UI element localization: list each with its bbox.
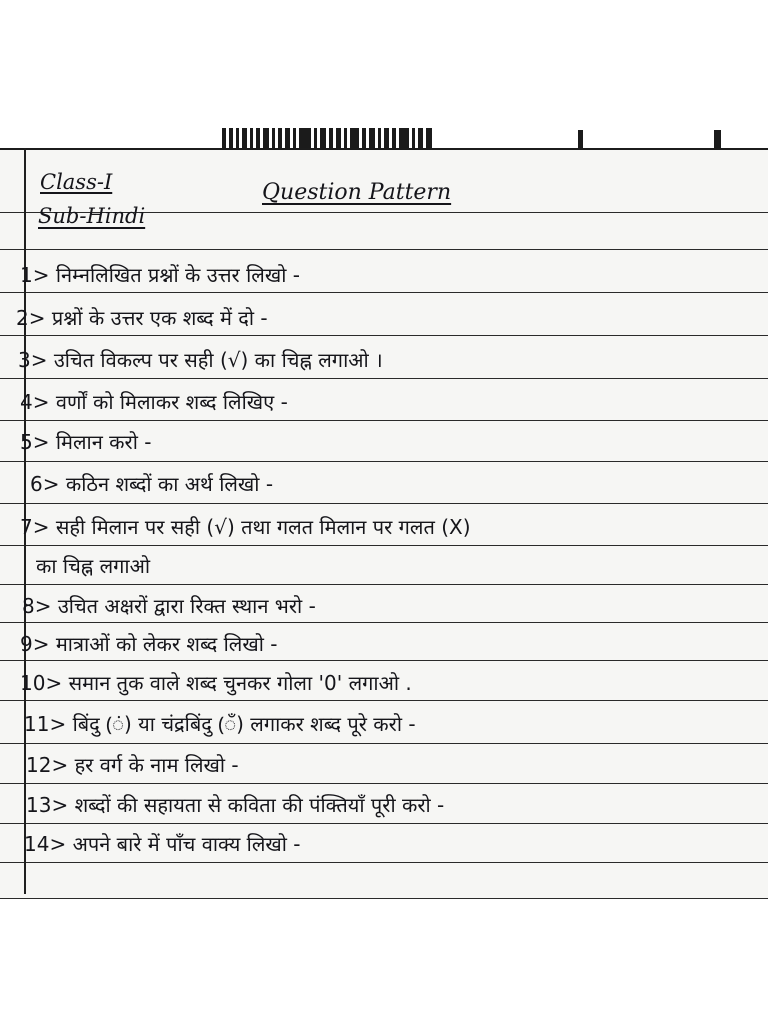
question-13: 13> शब्दों की सहायता से कविता की पंक्तियाँ पूरी करो - <box>26 793 445 817</box>
class-label: Class-I <box>40 170 113 194</box>
question-3: 3> उचित विकल्प पर सही (√) का चिह्न लगाओ । <box>18 348 383 372</box>
ruled-line <box>0 545 768 546</box>
question-10: 10> समान तुक वाले शब्द चुनकर गोला '0' लगाओ . <box>20 671 412 695</box>
ruled-line <box>0 783 768 784</box>
page-title: Question Pattern <box>262 180 452 205</box>
ruled-line <box>0 420 768 421</box>
subject-label: Sub-Hindi <box>38 204 146 228</box>
ruled-line <box>0 378 768 379</box>
question-7: 7> सही मिलान पर सही (√) तथा गलत मिलान पर गलत (X) <box>20 515 471 539</box>
ruled-line <box>0 335 768 336</box>
question-2: 2> प्रश्नों के उत्तर एक शब्द में दो - <box>16 306 268 330</box>
question-14: 14> अपने बारे में पाँच वाक्य लिखो - <box>24 832 301 856</box>
question-6: 6> कठिन शब्दों का अर्थ लिखो - <box>30 472 274 496</box>
ruled-line <box>0 503 768 504</box>
ruled-line <box>0 823 768 824</box>
ruled-line <box>0 249 768 250</box>
ruled-line <box>0 743 768 744</box>
question-12: 12> हर वर्ग के नाम लिखो - <box>26 753 239 777</box>
question-4: 4> वर्णों को मिलाकर शब्द लिखिए - <box>20 390 288 414</box>
question-8: 8> उचित अक्षरों द्वारा रिक्त स्थान भरो - <box>22 594 316 618</box>
question-9: 9> मात्राओं को लेकर शब्द लिखो - <box>20 632 278 656</box>
ruled-line <box>0 292 768 293</box>
question-1: 1> निम्नलिखित प्रश्नों के उत्तर लिखो - <box>20 263 300 287</box>
question-5: 5> मिलान करो - <box>20 430 152 454</box>
question-7-continued: का चिह्न लगाओ <box>36 554 151 578</box>
ruled-line <box>0 862 768 863</box>
ruled-line <box>0 584 768 585</box>
ruled-line <box>0 461 768 462</box>
ruled-line <box>0 660 768 661</box>
ruled-line <box>0 700 768 701</box>
question-11: 11> बिंदु (ं) या चंद्रबिंदु (ँ) लगाकर शब्द पूरे करो - <box>24 712 416 736</box>
ruled-line <box>0 622 768 623</box>
